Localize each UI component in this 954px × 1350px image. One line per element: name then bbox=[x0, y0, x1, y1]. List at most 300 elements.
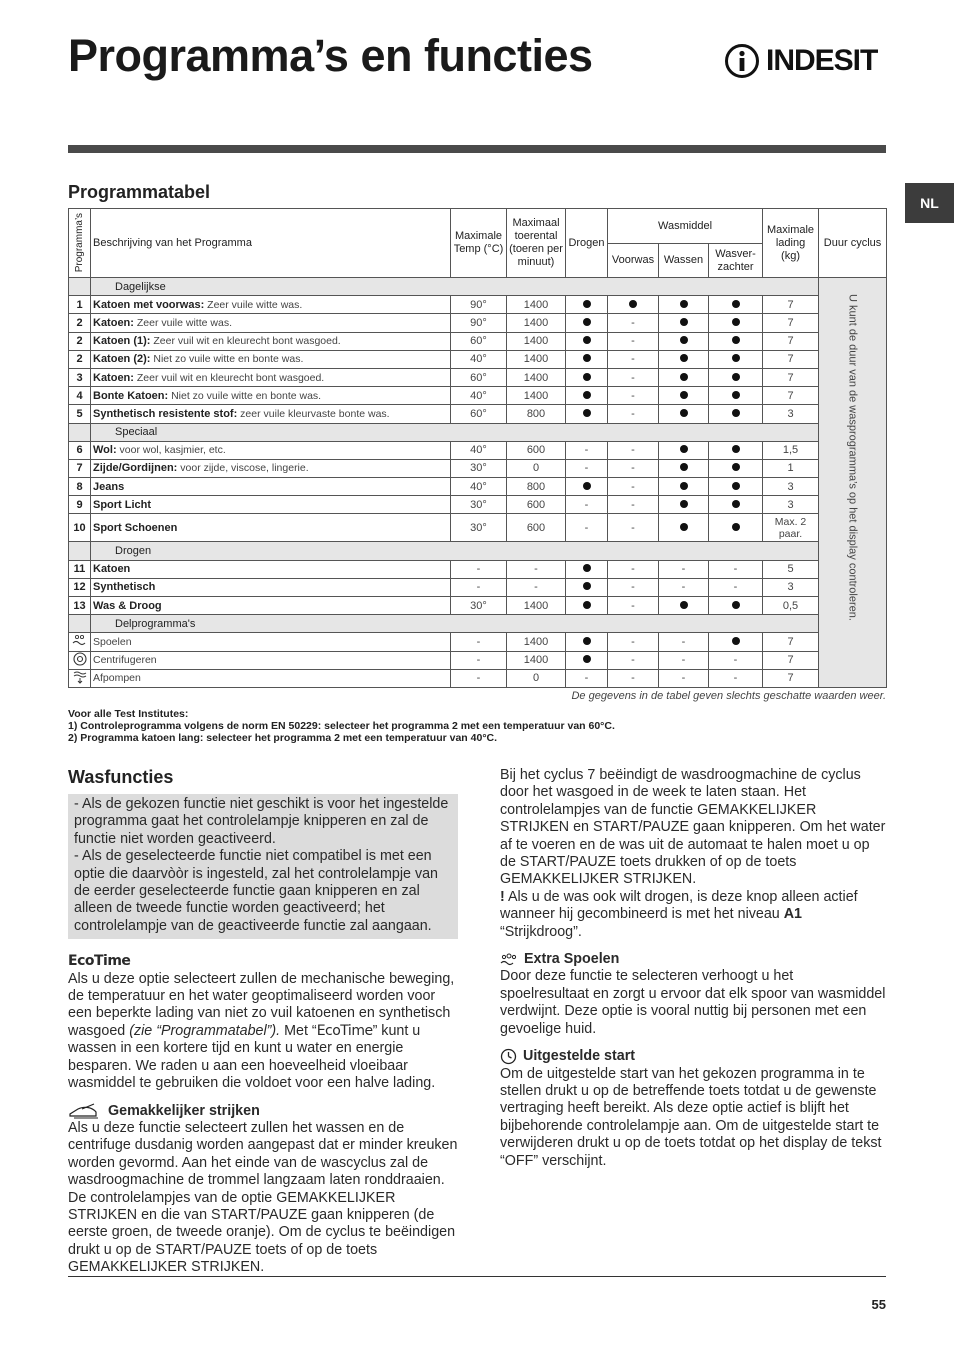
wash-value bbox=[659, 314, 709, 332]
program-description bbox=[91, 296, 451, 314]
max-temp-value: 30° bbox=[451, 459, 507, 477]
prewash-value: - bbox=[608, 514, 659, 542]
program-number: 2 bbox=[69, 314, 91, 332]
max-temp-value: - bbox=[451, 669, 507, 687]
prewash-value: - bbox=[608, 459, 659, 477]
filled-dot bbox=[732, 354, 740, 362]
max-load-value: 7 bbox=[763, 332, 819, 350]
filled-dot bbox=[680, 601, 688, 609]
drying-value: - bbox=[566, 669, 608, 687]
program-number: 6 bbox=[69, 441, 91, 459]
header-max-rpm: Maximaal toerental (toeren per minuut) bbox=[507, 209, 566, 278]
header-detergent: Wasmiddel bbox=[608, 209, 763, 244]
max-temp-value: 60° bbox=[451, 332, 507, 350]
table-row bbox=[69, 597, 887, 615]
softener-value bbox=[709, 314, 763, 332]
program-number: 9 bbox=[69, 496, 91, 514]
program-description bbox=[91, 368, 451, 386]
filled-dot bbox=[680, 463, 688, 471]
program-description bbox=[91, 441, 451, 459]
header-rule bbox=[68, 145, 886, 153]
filled-dot bbox=[732, 523, 740, 531]
filled-dot bbox=[583, 354, 591, 362]
prewash-value: - bbox=[608, 669, 659, 687]
table-row bbox=[69, 314, 887, 332]
max-temp-value: 90° bbox=[451, 314, 507, 332]
extra-rinse-heading bbox=[500, 951, 886, 968]
wash-value: - bbox=[659, 578, 709, 596]
section-row bbox=[69, 423, 887, 441]
extra-rinse-text: Door deze functie te selecteren verhoogt u het spoelresultaat en zorgt u ervoor dat elk spoor van wasmiddel verdwijnt. Deze optie is vooral nuttig bij personen met een gevoelige huid. bbox=[500, 968, 886, 1037]
filled-dot bbox=[583, 601, 591, 609]
table-row bbox=[69, 560, 887, 578]
wash-value bbox=[659, 478, 709, 496]
header-max-temp: Maximale Temp (°C) bbox=[451, 209, 507, 278]
filled-dot bbox=[680, 482, 688, 490]
table-row bbox=[69, 478, 887, 496]
extra-rinse-icon bbox=[500, 953, 518, 967]
prewash-value: - bbox=[608, 441, 659, 459]
filled-dot bbox=[680, 336, 688, 344]
footnote-line: 2) Programma katoen lang: selecteer het programma 2 met een temperatuur van 40°C. bbox=[68, 732, 498, 744]
max-temp-value: 40° bbox=[451, 350, 507, 368]
prewash-value: - bbox=[608, 597, 659, 615]
program-detail: Zeer vuil wit en kleurecht bont wasgoed. bbox=[150, 335, 341, 348]
program-number: 7 bbox=[69, 459, 91, 477]
program-number: 3 bbox=[69, 368, 91, 386]
section-heading-wasfuncties: Wasfuncties bbox=[68, 767, 174, 787]
drying-value: - bbox=[566, 496, 608, 514]
wash-value: - bbox=[659, 651, 709, 669]
softener-value bbox=[709, 459, 763, 477]
program-name: Katoen: bbox=[93, 316, 134, 329]
program-table bbox=[68, 208, 887, 688]
max-rpm-value: 1400 bbox=[507, 597, 566, 615]
program-description bbox=[91, 651, 451, 669]
program-number bbox=[69, 633, 91, 651]
delay-text: Om de uitgestelde start van het gekozen programma in te stellen drukt u op de betreffende toets totdat u de gewenste vertraging heeft bereikt. Als deze optie actief is blijft het bijbehorende controlelampje aan. Om de uitgestelde start te verwijderen drukt u op de toets totdat op het display de tekst “OFF” verschijnt. bbox=[500, 1065, 882, 1169]
max-rpm-value: 1400 bbox=[507, 387, 566, 405]
drying-value bbox=[566, 633, 608, 651]
program-description bbox=[91, 332, 451, 350]
iron-heading bbox=[68, 1103, 458, 1120]
program-number: 13 bbox=[69, 597, 91, 615]
filled-dot bbox=[732, 445, 740, 453]
ecotime-inline-label: EcoTime bbox=[316, 1022, 373, 1039]
softener-value: - bbox=[709, 560, 763, 578]
wash-value bbox=[659, 459, 709, 477]
filled-dot bbox=[680, 445, 688, 453]
program-number: 10 bbox=[69, 514, 91, 542]
softener-value bbox=[709, 597, 763, 615]
filled-dot bbox=[583, 318, 591, 326]
section-spacer bbox=[69, 542, 91, 560]
drying-value: - bbox=[566, 441, 608, 459]
max-rpm-value: 1400 bbox=[507, 332, 566, 350]
drying-value bbox=[566, 597, 608, 615]
table-row bbox=[69, 633, 887, 651]
program-name: Bonte Katoen: bbox=[93, 389, 169, 402]
softener-value bbox=[709, 478, 763, 496]
max-rpm-value: 800 bbox=[507, 478, 566, 496]
program-description bbox=[91, 578, 451, 596]
header-description: Beschrijving van het Programma bbox=[91, 209, 451, 278]
wash-value bbox=[659, 441, 709, 459]
softener-value: - bbox=[709, 578, 763, 596]
max-load-value: 3 bbox=[763, 478, 819, 496]
program-detail: Zeer vuile witte was. bbox=[204, 298, 303, 311]
filled-dot bbox=[583, 582, 591, 590]
program-name: Katoen: bbox=[93, 371, 134, 384]
program-description bbox=[91, 597, 451, 615]
wash-value bbox=[659, 514, 709, 542]
program-description bbox=[91, 350, 451, 368]
program-description bbox=[91, 405, 451, 423]
filled-dot bbox=[732, 482, 740, 490]
program-name: Katoen (2): bbox=[93, 353, 151, 366]
max-temp-value: 40° bbox=[451, 441, 507, 459]
max-load-value: 3 bbox=[763, 578, 819, 596]
program-number: 2 bbox=[69, 332, 91, 350]
table-row bbox=[69, 405, 887, 423]
program-number bbox=[69, 669, 91, 687]
softener-value bbox=[709, 368, 763, 386]
iron-warning: ! Als u de was ook wilt drogen, is deze knop alleen actief wanneer hij gecombineerd is met het niveau A1 “Strijkdroog”. bbox=[500, 888, 858, 940]
program-name: Was & Droog bbox=[93, 599, 162, 612]
drying-value bbox=[566, 578, 608, 596]
drying-value bbox=[566, 350, 608, 368]
section-label: Dagelijkse bbox=[91, 278, 819, 296]
max-load-value: 7 bbox=[763, 350, 819, 368]
max-rpm-value: 600 bbox=[507, 496, 566, 514]
program-name: Synthetisch resistente stof: bbox=[93, 407, 238, 420]
filled-dot bbox=[583, 637, 591, 645]
program-description bbox=[91, 314, 451, 332]
footnote-line: Voor alle Test Institutes: bbox=[68, 708, 189, 720]
footnotes bbox=[68, 708, 615, 744]
header-wash: Wassen bbox=[659, 244, 709, 278]
max-temp-value: 40° bbox=[451, 478, 507, 496]
filled-dot bbox=[583, 482, 591, 490]
iron-title: Gemakkelijker strijken bbox=[108, 1102, 260, 1119]
max-load-value: 3 bbox=[763, 496, 819, 514]
duration-note: U kunt de duur van de wasprogramma’s op het display controleren. bbox=[846, 294, 859, 621]
program-name: Synthetisch bbox=[93, 581, 156, 594]
softener-value bbox=[709, 387, 763, 405]
section-spacer bbox=[69, 615, 91, 633]
softener-value bbox=[709, 332, 763, 350]
language-tab: NL bbox=[905, 183, 954, 223]
program-detail: Niet zo vuile witte en bonte was. bbox=[150, 353, 304, 366]
delay-title: Uitgestelde start bbox=[523, 1048, 636, 1065]
prewash-value: - bbox=[608, 633, 659, 651]
max-rpm-value: 600 bbox=[507, 441, 566, 459]
filled-dot bbox=[680, 373, 688, 381]
max-load-value: 7 bbox=[763, 387, 819, 405]
wash-value bbox=[659, 597, 709, 615]
drying-value bbox=[566, 478, 608, 496]
page-title: Programma’s en functies bbox=[68, 30, 593, 81]
filled-dot bbox=[583, 655, 591, 663]
ecotime-text: Als u deze optie selecteert zullen de mechanische beweging, de temperatuur en het water geoptimaliseerd worden voor een beperkte lading van niet zo vuil katoenen en synthetisch wasgoed (zie “Programmatabel”). Met “EcoTime” kunt u wassen in een kortere tijd en kunt u water en energie besparen. We raden u aan een hoeveelheid vloeibaar wasmiddel te gebruiken die voldoet voor een halve lading. bbox=[68, 970, 455, 1092]
filled-dot bbox=[680, 409, 688, 417]
max-load-value: 7 bbox=[763, 314, 819, 332]
table-row bbox=[69, 332, 887, 350]
table-row bbox=[69, 651, 887, 669]
filled-dot bbox=[732, 318, 740, 326]
program-detail: Zeer vuile witte was. bbox=[133, 316, 232, 329]
left-column bbox=[68, 794, 458, 1277]
ecotime-label: EcoTime bbox=[68, 953, 131, 970]
max-temp-value: - bbox=[451, 633, 507, 651]
program-name: Katoen (1): bbox=[93, 335, 151, 348]
wash-value bbox=[659, 496, 709, 514]
program-name: Sport Schoenen bbox=[93, 521, 178, 534]
drying-value bbox=[566, 332, 608, 350]
max-temp-value: 60° bbox=[451, 405, 507, 423]
filled-dot bbox=[680, 318, 688, 326]
max-rpm-value: 1400 bbox=[507, 633, 566, 651]
program-name: Zijde/Gordijnen: bbox=[93, 462, 178, 475]
brand-i-icon bbox=[724, 43, 760, 79]
prewash-value: - bbox=[608, 387, 659, 405]
table-row bbox=[69, 350, 887, 368]
program-detail: Afpompen bbox=[93, 672, 141, 685]
softener-value bbox=[709, 405, 763, 423]
iron-text-continued: Bij het cyclus 7 beëindigt de wasdroogmachine de cyclus door het wasgoed in de week te laten staan. Het controlelampjes van de functie GEMAKKELIJKER STRIJKEN en START/PAUZE gaan knipperen. Om het water af te voeren en de was uit de automaat te halen moet u op de START/PAUZE toets drukken of op de toets GEMAKKELIJKER STRIJKEN. bbox=[500, 767, 886, 888]
program-number: 4 bbox=[69, 387, 91, 405]
program-name: Katoen met voorwas: bbox=[93, 298, 205, 311]
filled-dot bbox=[732, 601, 740, 609]
wash-value bbox=[659, 296, 709, 314]
max-temp-value: - bbox=[451, 578, 507, 596]
brand-logo bbox=[724, 40, 877, 82]
section-label: Drogen bbox=[91, 542, 819, 560]
prewash-value: - bbox=[608, 314, 659, 332]
filled-dot bbox=[680, 354, 688, 362]
softener-value: - bbox=[709, 669, 763, 687]
prewash-value bbox=[608, 296, 659, 314]
prewash-value: - bbox=[608, 560, 659, 578]
drain-icon bbox=[73, 670, 87, 687]
duration-note-cell bbox=[819, 278, 887, 688]
max-rpm-value: 1400 bbox=[507, 651, 566, 669]
program-number: 1 bbox=[69, 296, 91, 314]
prewash-value: - bbox=[608, 651, 659, 669]
wash-value bbox=[659, 350, 709, 368]
filled-dot bbox=[732, 300, 740, 308]
max-rpm-value: - bbox=[507, 578, 566, 596]
program-description bbox=[91, 478, 451, 496]
program-detail: Centrifugeren bbox=[93, 654, 157, 667]
drying-value bbox=[566, 560, 608, 578]
program-description bbox=[91, 633, 451, 651]
program-name: Katoen bbox=[93, 563, 131, 576]
filled-dot bbox=[680, 300, 688, 308]
section-row bbox=[69, 542, 887, 560]
table-row bbox=[69, 669, 887, 687]
iron-text: Als u deze functie selecteert zullen het wassen en de centrifuge dusdanig worden aangepast dat er minder kreuken worden gevormd. Aan het einde van de wascyclus zal de wasdroogmachine de trommel langzaam laten ronddraaien. De controlelampjes van de optie GEMAKKELIJKER STRIJKEN en die van START/PAUZE gaan knipperen (de eerste groen, de tweede oranje). Om de cyclus te beëindigen drukt u op de START/PAUZE toets of op de toets GEMAKKELIJKER STRIJKEN. bbox=[68, 1119, 458, 1276]
softener-value bbox=[709, 441, 763, 459]
filled-dot bbox=[629, 300, 637, 308]
program-detail: Niet zo vuile witte en bonte was. bbox=[168, 389, 322, 402]
table-row bbox=[69, 387, 887, 405]
max-load-value: 1 bbox=[763, 459, 819, 477]
filled-dot bbox=[680, 391, 688, 399]
prewash-value: - bbox=[608, 405, 659, 423]
wash-value: - bbox=[659, 669, 709, 687]
softener-value: - bbox=[709, 651, 763, 669]
table-row bbox=[69, 296, 887, 314]
max-rpm-value: 1400 bbox=[507, 368, 566, 386]
filled-dot bbox=[680, 523, 688, 531]
softener-value bbox=[709, 496, 763, 514]
program-number: 5 bbox=[69, 405, 91, 423]
program-number bbox=[69, 651, 91, 669]
extra-rinse-title: Extra Spoelen bbox=[524, 951, 620, 968]
program-description bbox=[91, 669, 451, 687]
drying-value: - bbox=[566, 514, 608, 542]
compatibility-note-box bbox=[68, 794, 458, 939]
table-note: De gegevens in de tabel geven slechts geschatte waarden weer. bbox=[571, 690, 886, 702]
filled-dot bbox=[583, 373, 591, 381]
max-temp-value: - bbox=[451, 651, 507, 669]
drying-value bbox=[566, 387, 608, 405]
program-description bbox=[91, 514, 451, 542]
header-max-load: Maximale lading (kg) bbox=[763, 209, 819, 278]
program-number: 12 bbox=[69, 578, 91, 596]
max-rpm-value: 1400 bbox=[507, 314, 566, 332]
program-detail: Zeer vuil wit en kleurecht bont wasgoed. bbox=[133, 371, 325, 384]
iron-icon bbox=[68, 1103, 102, 1119]
header-duration: Duur cyclus bbox=[819, 209, 887, 278]
max-rpm-value: 0 bbox=[507, 669, 566, 687]
softener-value bbox=[709, 514, 763, 542]
max-load-value: 3 bbox=[763, 405, 819, 423]
filled-dot bbox=[583, 336, 591, 344]
filled-dot bbox=[732, 391, 740, 399]
header-softener: Wasver-zachter bbox=[709, 244, 763, 278]
program-description bbox=[91, 387, 451, 405]
max-rpm-value: 1400 bbox=[507, 350, 566, 368]
filled-dot bbox=[732, 637, 740, 645]
program-number: 2 bbox=[69, 350, 91, 368]
table-row bbox=[69, 578, 887, 596]
spin-icon bbox=[73, 652, 87, 669]
filled-dot bbox=[732, 463, 740, 471]
delay-timer-icon bbox=[500, 1048, 517, 1065]
max-load-value: 0,5 bbox=[763, 597, 819, 615]
delay-heading bbox=[500, 1048, 886, 1065]
max-rpm-value: 800 bbox=[507, 405, 566, 423]
max-temp-value: 40° bbox=[451, 387, 507, 405]
prewash-value: - bbox=[608, 350, 659, 368]
table-row bbox=[69, 514, 887, 542]
note-paragraph: - Als de gekozen functie niet geschikt is voor het ingestelde programma gaat het controlelampje knipperen en zal de functie niet worden geactiveerd. bbox=[74, 796, 449, 847]
max-temp-value: 30° bbox=[451, 514, 507, 542]
wash-value bbox=[659, 332, 709, 350]
max-temp-value: - bbox=[451, 560, 507, 578]
drying-value bbox=[566, 405, 608, 423]
prewash-value: - bbox=[608, 368, 659, 386]
filled-dot bbox=[732, 373, 740, 381]
prewash-value: - bbox=[608, 478, 659, 496]
filled-dot bbox=[732, 409, 740, 417]
prewash-value: - bbox=[608, 578, 659, 596]
wash-value bbox=[659, 368, 709, 386]
prewash-value: - bbox=[608, 496, 659, 514]
table-row bbox=[69, 496, 887, 514]
wash-value bbox=[659, 387, 709, 405]
drying-value: - bbox=[566, 459, 608, 477]
section-label: Speciaal bbox=[91, 423, 819, 441]
drying-value bbox=[566, 368, 608, 386]
footnote-line: 1) Controleprogramma volgens de norm EN 50229: selecteer het programma 2 met een temperatuur van 60°C. bbox=[68, 720, 615, 732]
program-number: 11 bbox=[69, 560, 91, 578]
max-rpm-value: 0 bbox=[507, 459, 566, 477]
program-description bbox=[91, 496, 451, 514]
table-heading: Programmatabel bbox=[68, 182, 211, 202]
program-detail: voor zijde, viscose, lingerie. bbox=[177, 462, 309, 475]
program-detail: voor wol, kasjmier, etc. bbox=[116, 444, 226, 457]
max-load-value: 7 bbox=[763, 669, 819, 687]
wash-value bbox=[659, 405, 709, 423]
max-rpm-value: 600 bbox=[507, 514, 566, 542]
program-name: Sport Licht bbox=[93, 498, 152, 511]
program-number: 8 bbox=[69, 478, 91, 496]
max-temp-value: 60° bbox=[451, 368, 507, 386]
softener-value bbox=[709, 633, 763, 651]
max-load-value: 7 bbox=[763, 633, 819, 651]
table-row bbox=[69, 441, 887, 459]
ecotime-heading bbox=[68, 953, 458, 970]
header-programs: Programma’s bbox=[69, 209, 91, 278]
max-temp-value: 30° bbox=[451, 496, 507, 514]
section-row bbox=[69, 278, 887, 296]
max-load-value: 7 bbox=[763, 296, 819, 314]
page-number: 55 bbox=[871, 1297, 886, 1312]
max-load-value: 7 bbox=[763, 368, 819, 386]
drying-value bbox=[566, 296, 608, 314]
wash-value: - bbox=[659, 560, 709, 578]
filled-dot bbox=[583, 409, 591, 417]
softener-value bbox=[709, 350, 763, 368]
filled-dot bbox=[583, 564, 591, 572]
filled-dot bbox=[680, 500, 688, 508]
max-load-value: Max. 2 paar. bbox=[763, 514, 819, 542]
wash-value: - bbox=[659, 633, 709, 651]
drying-value bbox=[566, 651, 608, 669]
program-detail: zeer vuile kleurvaste bonte was. bbox=[237, 407, 390, 420]
max-rpm-value: - bbox=[507, 560, 566, 578]
max-rpm-value: 1400 bbox=[507, 296, 566, 314]
rinse-icon bbox=[72, 634, 88, 649]
max-load-value: 1,5 bbox=[763, 441, 819, 459]
filled-dot bbox=[732, 500, 740, 508]
brand-name: INDESIT bbox=[766, 44, 878, 77]
program-description bbox=[91, 459, 451, 477]
note-paragraph: - Als de geselecteerde functie niet compatibel is met een optie die daarvòòr is ingesteld, zal het controlelampje van de eerder geselecteerde functie gaan knipperen en zal alleen de tweede functie worden geactiveerd; het controlelampje van de geactiveerde functie zal aangaan. bbox=[74, 848, 438, 934]
filled-dot bbox=[583, 391, 591, 399]
header-drying: Drogen bbox=[566, 209, 608, 278]
program-description bbox=[91, 560, 451, 578]
section-spacer bbox=[69, 423, 91, 441]
program-name: Wol: bbox=[93, 444, 117, 457]
right-column bbox=[500, 767, 886, 1170]
max-temp-value: 90° bbox=[451, 296, 507, 314]
filled-dot bbox=[732, 336, 740, 344]
section-label: Delprogramma's bbox=[91, 615, 819, 633]
